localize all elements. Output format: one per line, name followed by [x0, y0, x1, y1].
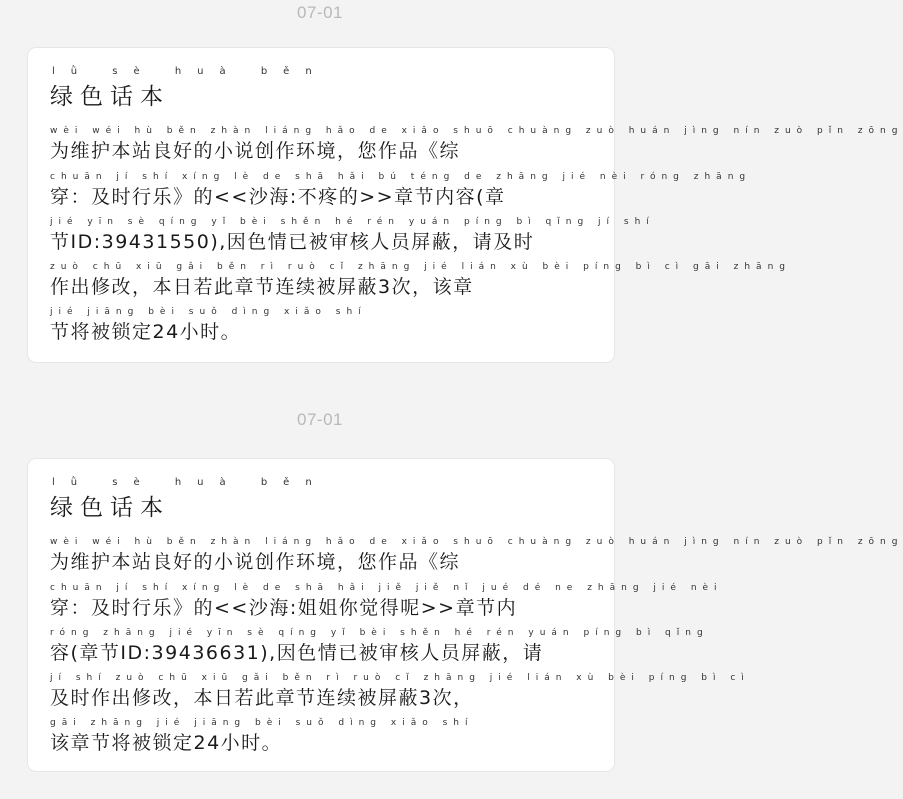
title-pinyin: lǜ sè huà běn — [52, 66, 328, 77]
line-pinyin: jí shí zuò chū xiū gǎi běn rì ruò cǐ zhāng jié lián xù bèi píng bì cì — [50, 673, 750, 683]
line-pinyin: chuān jí shí xíng lè de shā hǎi jiě jiě nǐ jué dé ne zhāng jié nèi — [50, 583, 723, 593]
message-line: 容(章节ID:39436631),因色情已被审核人员屏蔽，请 — [50, 642, 544, 664]
message-line: 为维护本站良好的小说创作环境，您作品《综 — [50, 140, 461, 162]
message-line: 穿：及时行乐》的<<沙海:不疼的>>章节内容(章 — [50, 186, 506, 208]
line-pinyin: wèi wéi hù běn zhàn liáng hǎo de xiǎo shuō chuàng zuò huán jìng nín zuò pǐn zōng — [50, 537, 903, 547]
line-pinyin: wèi wéi hù běn zhàn liáng hǎo de xiǎo shuō chuàng zuò huán jìng nín zuò pǐn zōng — [50, 126, 903, 136]
message-line: 及时作出修改，本日若此章节连续被屏蔽3次， — [50, 687, 474, 709]
message-line: 穿：及时行乐》的<<沙海:姐姐你觉得呢>>章节内 — [50, 597, 518, 619]
title-pinyin: lǜ sè huà běn — [52, 477, 328, 488]
line-pinyin: gāi zhāng jié jiāng bèi suǒ dìng xiǎo shí — [50, 718, 474, 728]
message-title: 绿色话本 — [50, 495, 170, 521]
message-line: 节将被锁定24小时。 — [50, 321, 242, 343]
line-pinyin: róng zhāng jié yīn sè qíng yǐ bèi shěn hé rén yuán píng bì qǐng — [50, 628, 709, 638]
message-title: 绿色话本 — [50, 84, 170, 110]
message-line: 该章节将被锁定24小时。 — [50, 732, 283, 754]
line-pinyin: jié jiāng bèi suǒ dìng xiǎo shí — [50, 307, 367, 317]
line-pinyin: chuān jí shí xíng lè de shā hǎi bú téng de zhāng jié nèi róng zhāng — [50, 172, 752, 182]
message-line: 为维护本站良好的小说创作环境，您作品《综 — [50, 551, 461, 573]
message-line: 节ID:39431550),因色情已被审核人员屏蔽，请及时 — [50, 231, 535, 253]
message-card[interactable] — [27, 47, 903, 363]
message-line: 作出修改，本日若此章节连续被屏蔽3次，该章 — [50, 276, 474, 298]
message-date: 07-01 — [297, 410, 343, 429]
line-pinyin: zuò chū xiū gǎi běn rì ruò cǐ zhāng jié lián xù bèi píng bì cì gāi zhāng — [50, 262, 791, 272]
message-date: 07-01 — [297, 3, 343, 22]
message-card[interactable] — [27, 458, 903, 772]
line-pinyin: jié yīn sè qíng yǐ bèi shěn hé rén yuán píng bì qǐng jí shí — [50, 217, 655, 227]
